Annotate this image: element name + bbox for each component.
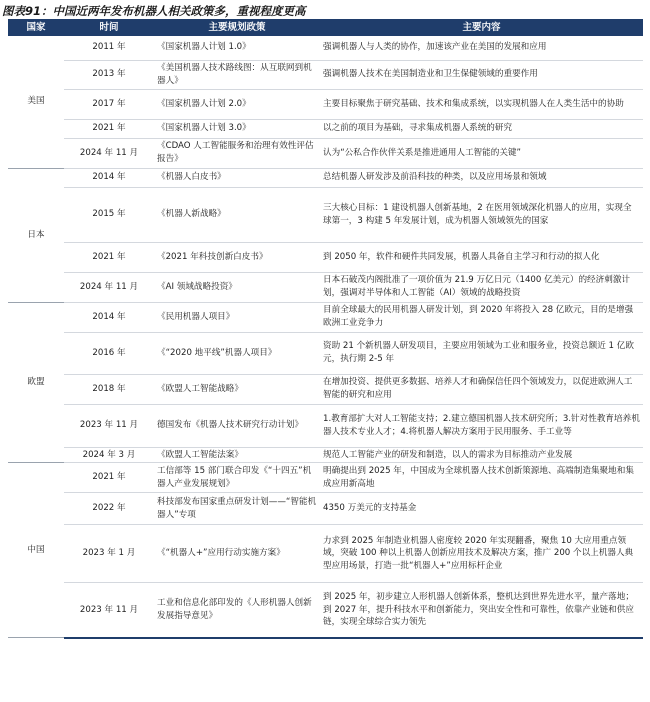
policy-cell: 《机器人新战略》 <box>154 187 320 242</box>
policy-cell: 《AI 领域战略投资》 <box>154 272 320 302</box>
time-cell: 2017 年 <box>64 89 154 119</box>
policy-cell: 《机器人白皮书》 <box>154 168 320 187</box>
country-cell: 欧盟 <box>8 302 64 463</box>
policy-cell: 《民用机器人项目》 <box>154 302 320 332</box>
table-body <box>8 36 643 638</box>
content-cell: 规范人工智能产业的研发和制造，以人的需求为目标推动产业发展 <box>320 447 643 463</box>
content-cell: 目前全球最大的民用机器人研发计划，到 2020 年将投入 28 亿欧元，目的是增强欧洲工业竞争力 <box>320 302 643 332</box>
figure-caption: 图表91：中国近两年发布机器人相关政策多，重视程度更高 <box>2 4 306 18</box>
time-cell: 2021 年 <box>64 463 154 493</box>
header-content: 主要内容 <box>320 21 643 36</box>
content-cell: 总结机器人研发涉及前沿科技的种类，以及应用场景和领域 <box>320 168 643 187</box>
content-cell: 日本石破茂内阁批准了一项价值为 21.9 万亿日元（1400 亿美元）的经济刺激计划，强调对半导体和人工智能（AI）领域的战略投资 <box>320 272 643 302</box>
table-header-row <box>8 21 643 36</box>
time-cell: 2023 年 11 月 <box>64 583 154 638</box>
time-cell: 2021 年 <box>64 242 154 272</box>
header-time: 时间 <box>64 21 154 36</box>
time-cell: 2018 年 <box>64 374 154 404</box>
policy-cell: 《“机器人+”应用行动实施方案》 <box>154 525 320 583</box>
country-cell: 美国 <box>8 36 64 168</box>
content-cell: 4350 万美元的支持基金 <box>320 493 643 525</box>
table-row <box>8 404 643 447</box>
time-cell: 2013 年 <box>64 60 154 89</box>
policy-cell: 《CDAO 人工智能服务和治理有效性评估报告》 <box>154 138 320 168</box>
time-cell: 2024 年 11 月 <box>64 272 154 302</box>
table-row <box>8 302 643 332</box>
time-cell: 2024 年 11 月 <box>64 138 154 168</box>
table-row <box>8 138 643 168</box>
content-cell: 主要目标聚焦于研究基础、技术和集成系统，以实现机器人在人类生活中的协助 <box>320 89 643 119</box>
table-row <box>8 187 643 242</box>
content-cell: 到 2050 年，软件和硬件共同发展，机器人具备自主学习和行动的拟人化 <box>320 242 643 272</box>
time-cell: 2021 年 <box>64 119 154 138</box>
policy-cell: 《2021 年科技创新白皮书》 <box>154 242 320 272</box>
content-cell: 明确提出到 2025 年，中国成为全球机器人技术创新策源地、高端制造集聚地和集成应用新高地 <box>320 463 643 493</box>
policy-cell: 《国家机器人计划 3.0》 <box>154 119 320 138</box>
policy-cell: 《欧盟人工智能战略》 <box>154 374 320 404</box>
time-cell: 2022 年 <box>64 493 154 525</box>
policy-cell: 德国发布《机器人技术研究行动计划》 <box>154 404 320 447</box>
time-cell: 2014 年 <box>64 168 154 187</box>
content-cell: 三大核心目标：1 建设机器人创新基地，2 在医用领域深化机器人的应用，实现全球第一，3 构建 5 年发展计划，成为机器人领域领先的国家 <box>320 187 643 242</box>
time-cell: 2011 年 <box>64 36 154 60</box>
time-cell: 2015 年 <box>64 187 154 242</box>
content-cell: 强调机器人技术在美国制造业和卫生保健领域的重要作用 <box>320 60 643 89</box>
table-row <box>8 36 643 60</box>
policy-cell: 工业和信息化部印发的《人形机器人创新发展指导意见》 <box>154 583 320 638</box>
table-row <box>8 493 643 525</box>
table-row <box>8 60 643 89</box>
policy-cell: 《“2020 地平线”机器人项目》 <box>154 332 320 374</box>
content-cell: 在增加投资、提供更多数据、培养人才和确保信任四个领域发力，以促进欧洲人工智能的研究和应用 <box>320 374 643 404</box>
table-row <box>8 463 643 493</box>
policy-table <box>8 21 643 639</box>
content-cell: 强调机器人与人类的协作，加速该产业在美国的发展和应用 <box>320 36 643 60</box>
content-cell: 到 2025 年，初步建立人形机器人创新体系，整机达到世界先进水平，量产落地；到 2027 年，提升科技水平和创新能力，突出安全性和可靠性，依靠产业链和供应链，实现全球综合实力领先 <box>320 583 643 638</box>
content-cell: 力求到 2025 年制造业机器人密度较 2020 年实现翻番，聚焦 10 大应用重点领域，突破 100 种以上机器人创新应用技术及解决方案，推广 200 个以上机器人典型应用场景，打造一批“机器人+”应用标杆企业 <box>320 525 643 583</box>
time-cell: 2023 年 11 月 <box>64 404 154 447</box>
table-row <box>8 119 643 138</box>
table-row <box>8 242 643 272</box>
content-cell: 1.教育部扩大对人工智能支持；2.建立德国机器人技术研究所；3.针对性教育培养机器人技术专业人才；4.将机器人解决方案用于民用服务、手工业等 <box>320 404 643 447</box>
policy-cell: 《美国机器人技术路线图：从互联网到机器人》 <box>154 60 320 89</box>
time-cell: 2014 年 <box>64 302 154 332</box>
table-row <box>8 168 643 187</box>
table-row <box>8 374 643 404</box>
policy-cell: 《欧盟人工智能法案》 <box>154 447 320 463</box>
time-cell: 2023 年 1 月 <box>64 525 154 583</box>
policy-cell: 科技部发布国家重点研发计划——“智能机器人”专项 <box>154 493 320 525</box>
table-row <box>8 332 643 374</box>
table-row <box>8 272 643 302</box>
time-cell: 2016 年 <box>64 332 154 374</box>
content-cell: 以之前的项目为基础，寻求集成机器人系统的研究 <box>320 119 643 138</box>
header-policy: 主要规划政策 <box>154 21 320 36</box>
content-cell: 资助 21 个新机器人研发项目，主要应用领域为工业和服务业，投资总额近 1 亿欧元，执行期 2-5 年 <box>320 332 643 374</box>
country-cell: 中国 <box>8 463 64 638</box>
policy-cell: 《国家机器人计划 2.0》 <box>154 89 320 119</box>
header-country: 国家 <box>8 21 64 36</box>
policy-cell: 工信部等 15 部门联合印发《“十四五”机器人产业发展规划》 <box>154 463 320 493</box>
table-row <box>8 447 643 463</box>
table-row <box>8 525 643 583</box>
content-cell: 认为“公私合作伙伴关系是推进通用人工智能的关键” <box>320 138 643 168</box>
policy-cell: 《国家机器人计划 1.0》 <box>154 36 320 60</box>
table-row <box>8 89 643 119</box>
table-row <box>8 583 643 638</box>
country-cell: 日本 <box>8 168 64 302</box>
time-cell: 2024 年 3 月 <box>64 447 154 463</box>
